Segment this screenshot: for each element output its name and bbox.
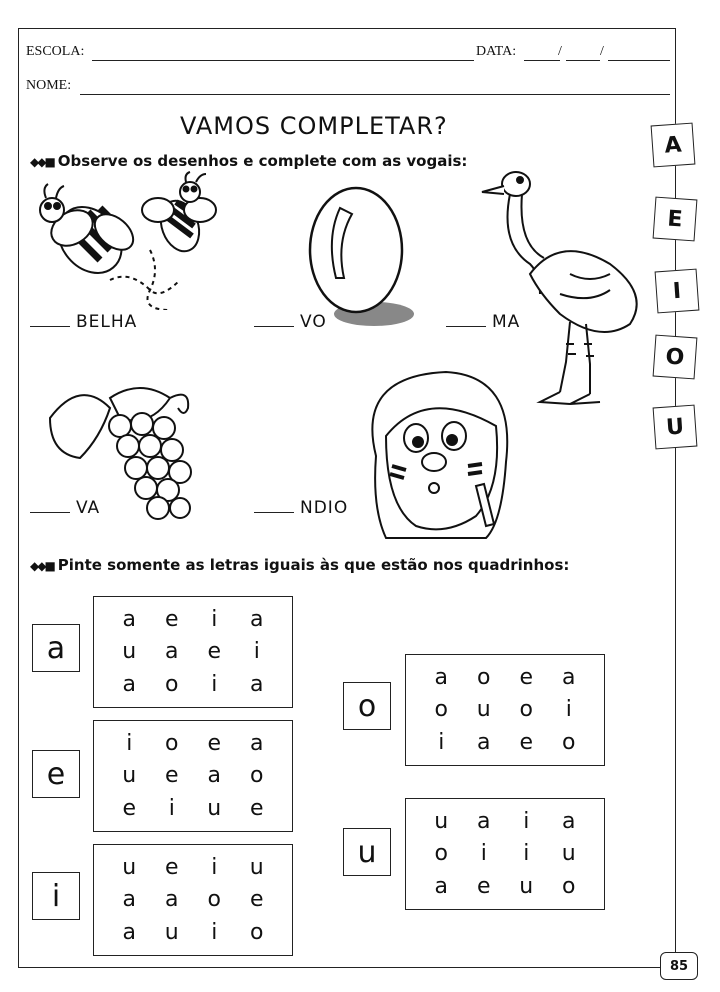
grid-letter[interactable]: a [122, 887, 136, 913]
vowel-box-o: O [653, 335, 698, 380]
instruction-2 [30, 556, 569, 574]
grid-letter[interactable]: o [250, 763, 264, 789]
letter-grid-o [405, 654, 605, 766]
vowel-box-e: E [653, 197, 698, 242]
grid-letter[interactable]: e [164, 763, 179, 789]
grid-letter[interactable]: o [165, 672, 179, 698]
vowel-blank[interactable] [446, 326, 486, 327]
grid-letter[interactable]: o [165, 730, 179, 756]
grid-letter[interactable]: u [476, 697, 491, 723]
grid-letter[interactable]: i [211, 606, 218, 632]
girl-face-drawing [356, 366, 516, 546]
grid-letter[interactable]: e [519, 664, 534, 690]
grid-letter[interactable]: a [562, 808, 576, 834]
grid-letter[interactable]: i [523, 841, 530, 867]
vowel-blank[interactable] [254, 512, 294, 513]
grid-letter[interactable]: u [122, 639, 137, 665]
grid-letter[interactable]: e [476, 874, 491, 900]
grid-letter[interactable]: e [164, 606, 179, 632]
letter-grid-a [93, 596, 293, 708]
grid-letter[interactable]: o [562, 730, 576, 756]
vowel-blank[interactable] [30, 512, 70, 513]
instruction-1-text: Observe os desenhos e complete com as vogais: [57, 152, 468, 170]
date-label: DATA: [476, 44, 517, 59]
grid-letter[interactable]: i [168, 796, 175, 822]
letter-grid-i [93, 844, 293, 956]
grid-letter[interactable]: a [165, 639, 179, 665]
grid-letter[interactable]: a [250, 606, 264, 632]
bullet-icon: ◆◆■ [30, 155, 54, 169]
grid-letter[interactable]: i [211, 920, 218, 946]
word-text: VA [76, 498, 101, 518]
page-number: 85 [660, 952, 698, 980]
vowel-box-i: I [655, 269, 700, 314]
grid-letter[interactable]: a [207, 763, 221, 789]
grid-letter[interactable]: o [477, 664, 491, 690]
date-month-field[interactable] [566, 60, 600, 61]
grid-letter[interactable]: a [562, 664, 576, 690]
egg-drawing [300, 178, 420, 334]
letter-grid-e [93, 720, 293, 832]
grid-letter[interactable]: u [122, 763, 137, 789]
date-separator: / [600, 44, 604, 59]
grid-letter[interactable]: a [477, 730, 491, 756]
grid-letter[interactable]: a [250, 672, 264, 698]
grid-letter[interactable]: a [122, 672, 136, 698]
grid-letter[interactable]: e [249, 887, 264, 913]
word-indian [254, 498, 348, 518]
target-letter-a: a [32, 624, 80, 672]
vowel-blank[interactable] [30, 326, 70, 327]
grid-letter[interactable]: u [122, 854, 137, 880]
page-title: VAMOS COMPLETAR? [180, 112, 448, 140]
grid-letter[interactable]: o [434, 841, 448, 867]
bees-drawing [30, 170, 230, 310]
grid-letter[interactable]: u [561, 841, 576, 867]
grid-letter[interactable]: i [565, 697, 572, 723]
vowel-blank[interactable] [254, 326, 294, 327]
grid-letter[interactable]: i [211, 672, 218, 698]
grid-letter[interactable]: a [434, 874, 448, 900]
grid-letter[interactable]: i [211, 854, 218, 880]
school-field[interactable] [92, 60, 474, 61]
word-bee [30, 312, 137, 332]
grid-letter[interactable]: u [249, 854, 264, 880]
word-ostrich [446, 312, 520, 332]
grid-letter[interactable]: a [434, 664, 448, 690]
name-label: NOME: [26, 78, 72, 93]
grid-letter[interactable]: o [519, 697, 533, 723]
grid-letter[interactable]: a [250, 730, 264, 756]
grid-letter[interactable]: i [523, 808, 530, 834]
vowel-box-u: U [653, 405, 698, 450]
word-egg [254, 312, 327, 332]
target-letter-u: u [343, 828, 391, 876]
grid-letter[interactable]: u [207, 796, 222, 822]
grid-letter[interactable]: i [480, 841, 487, 867]
grid-letter[interactable]: e [519, 730, 534, 756]
vowel-box-a: A [651, 123, 696, 168]
grid-letter[interactable]: a [122, 920, 136, 946]
target-letter-o: o [343, 682, 391, 730]
target-letter-i: i [32, 872, 80, 920]
grid-letter[interactable]: i [438, 730, 445, 756]
grid-letter[interactable]: e [207, 730, 222, 756]
date-day-field[interactable] [524, 60, 560, 61]
word-grapes [30, 498, 100, 518]
grid-letter[interactable]: i [253, 639, 260, 665]
grid-letter[interactable]: o [434, 697, 448, 723]
grid-letter[interactable]: e [249, 796, 264, 822]
word-text: BELHA [76, 312, 138, 332]
grid-letter[interactable]: o [250, 920, 264, 946]
grid-letter[interactable]: e [164, 854, 179, 880]
grid-letter[interactable]: a [477, 808, 491, 834]
grid-letter[interactable]: i [126, 730, 133, 756]
word-text: VO [300, 312, 327, 332]
target-letter-e: e [32, 750, 80, 798]
grid-letter[interactable]: e [207, 639, 222, 665]
instruction-2-text: Pinte somente as letras iguais às que estão nos quadrinhos: [57, 556, 570, 574]
name-field[interactable] [80, 94, 670, 95]
grid-letter[interactable]: u [519, 874, 534, 900]
grid-letter[interactable]: e [122, 796, 137, 822]
grid-letter[interactable]: a [165, 887, 179, 913]
grid-letter[interactable]: o [562, 874, 576, 900]
grid-letter[interactable]: u [164, 920, 179, 946]
grid-letter[interactable]: o [207, 887, 221, 913]
date-separator: / [558, 44, 562, 59]
grid-letter[interactable]: u [434, 808, 449, 834]
school-label: ESCOLA: [26, 44, 85, 59]
date-year-field[interactable] [608, 60, 670, 61]
grid-letter[interactable]: a [122, 606, 136, 632]
word-text: NDIO [300, 498, 349, 518]
bullet-icon: ◆◆■ [30, 559, 54, 573]
instruction-1 [30, 152, 467, 170]
letter-grid-u [405, 798, 605, 910]
word-text: MA [492, 312, 521, 332]
